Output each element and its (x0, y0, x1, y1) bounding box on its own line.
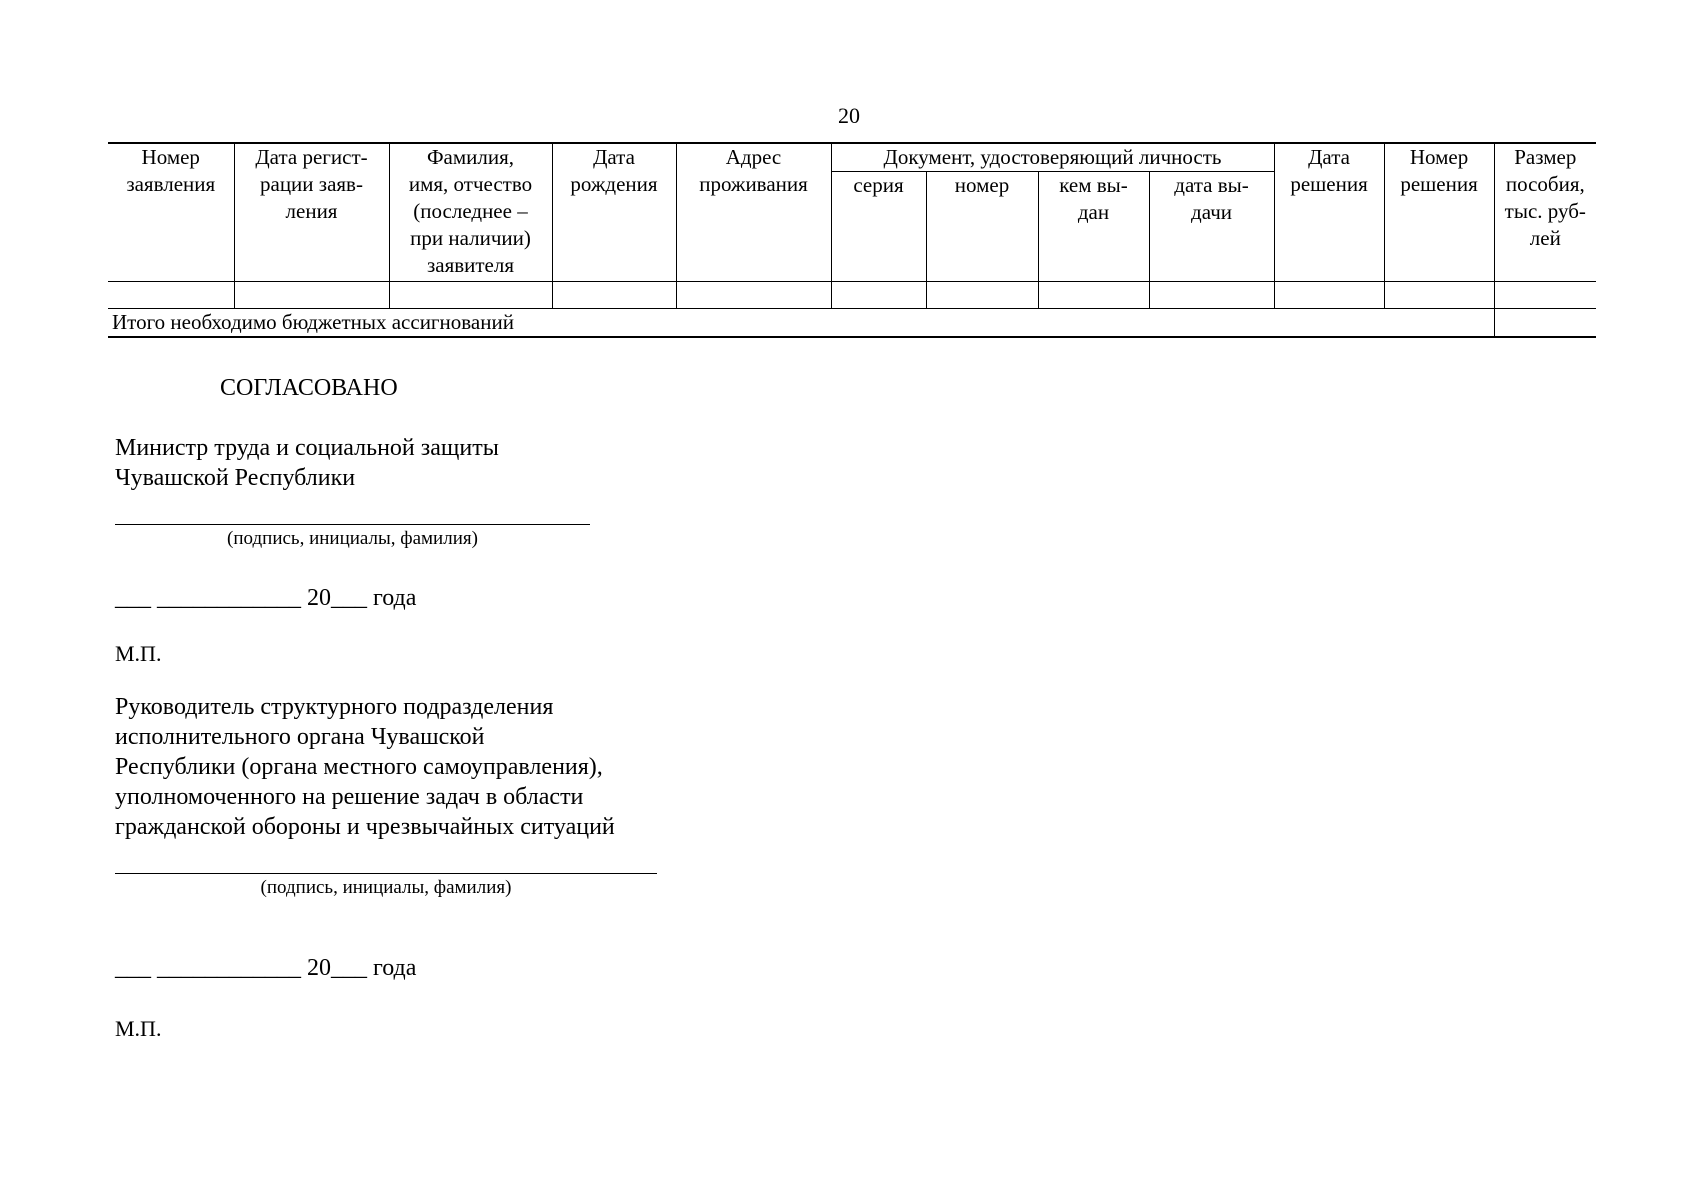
table-row (108, 282, 1596, 309)
header-doc-number: номер (926, 172, 1038, 282)
header-application-number: Номер заявления (108, 143, 234, 282)
header-address: Адрес проживания (676, 143, 831, 282)
total-value (1494, 309, 1596, 338)
header-benefit-amount: Размер пособия, тыс. руб- лей (1494, 143, 1596, 282)
head-signature-caption: (подпись, инициалы, фамилия) (260, 877, 512, 898)
total-row (108, 309, 1596, 338)
header-decision-number: Номер решения (1384, 143, 1494, 282)
header-birth-date: Дата рождения (552, 143, 676, 282)
total-label: Итого необходимо бюджетных ассигнований (108, 309, 1494, 338)
head-of-unit-title: Руководитель структурного подразделения исполнительного органа Чувашской Республики (органа местного самоуправления), уполномоченного на решение задач в области гражданской обороны и чрезвычайных ситуаций (115, 694, 615, 840)
header-doc-series: серия (831, 172, 926, 282)
minister-signature-caption: (подпись, инициалы, фамилия) (227, 528, 478, 549)
page-number: 20 (838, 103, 860, 128)
minister-date-line: ___ ____________ 20___ года (115, 585, 417, 611)
head-signature-line (115, 873, 657, 874)
registry-table (108, 142, 1596, 338)
header-doc-issue-date: дата вы- дачи (1149, 172, 1274, 282)
header-decision-date: Дата решения (1274, 143, 1384, 282)
head-date-line: ___ ____________ 20___ года (115, 955, 417, 981)
head-stamp-label: М.П. (115, 1016, 162, 1041)
header-doc-issued-by: кем вы- дан (1038, 172, 1149, 282)
approved-heading: СОГЛАСОВАНО (220, 375, 398, 401)
minister-signature-line (115, 524, 590, 525)
minister-stamp-label: М.П. (115, 641, 162, 666)
minister-title: Министр труда и социальной защиты Чувашской Республики (115, 435, 499, 491)
header-registration-date: Дата регист- рации заяв- ления (234, 143, 389, 282)
header-full-name: Фамилия, имя, отчество (последнее – при наличии) заявителя (389, 143, 552, 282)
header-identity-document: Документ, удостоверяющий личность (831, 143, 1274, 172)
